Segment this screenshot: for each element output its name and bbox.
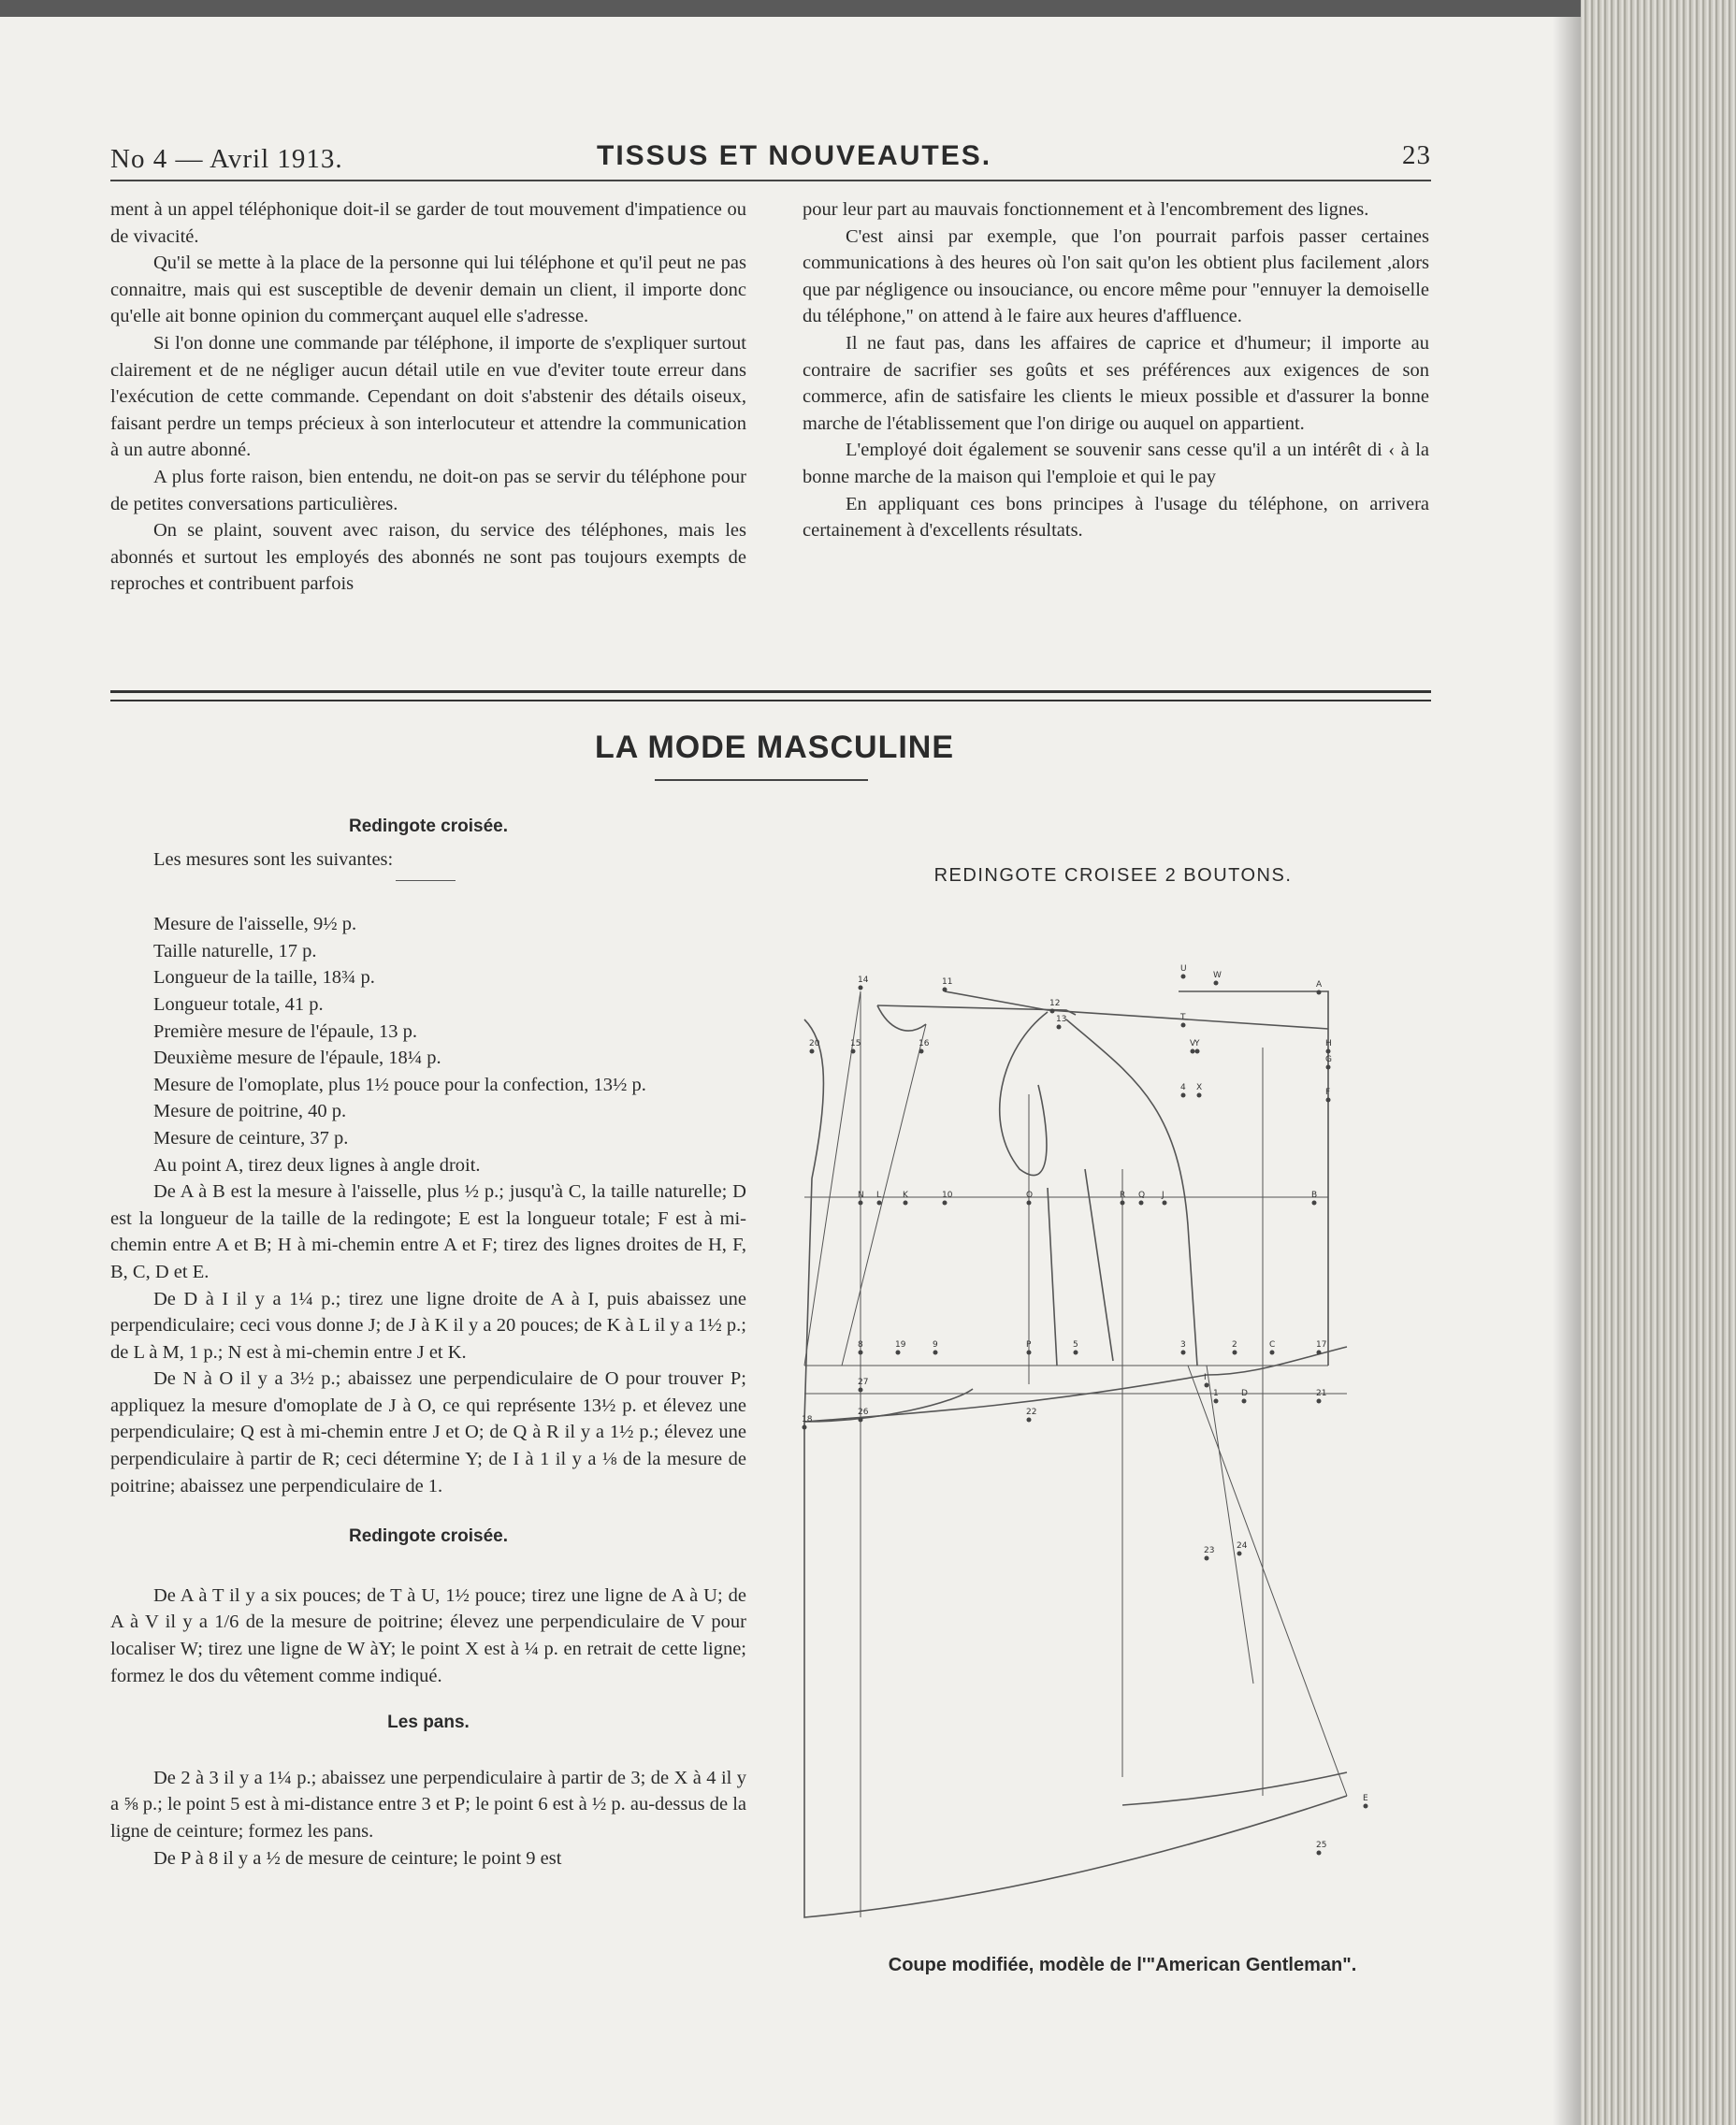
paragraph: De P à 8 il y a ½ de mesure de ceinture; le point 9 est	[153, 1847, 562, 1869]
figure-caption: Coupe modifiée, modèle de l'"American Gentleman".	[888, 1955, 1357, 1975]
diagram-point-label: H	[1325, 1039, 1332, 1048]
paragraph: A plus forte raison, bien entendu, ne doit-on pas se servir du téléphone pour de petites conversations particulières.	[110, 466, 746, 514]
diagram-point	[1205, 1556, 1209, 1561]
diagram-point-label: E	[1363, 1794, 1368, 1803]
diagram-point-label: 4	[1180, 1083, 1186, 1092]
diagram-point-label: 25	[1316, 1841, 1327, 1850]
vertical-guide	[861, 991, 1263, 1917]
diagram-point	[1181, 1093, 1186, 1098]
section-divider-bottom	[110, 700, 1431, 701]
diagram-point	[1121, 1201, 1125, 1206]
diagram-point-label: 20	[809, 1039, 820, 1048]
diagram-point	[1163, 1201, 1167, 1206]
diagram-point-label: 19	[895, 1340, 906, 1350]
diagram-point	[1214, 1399, 1219, 1404]
paragraph: Si l'on donne une commande par téléphone, il importe de s'expliquer surtout clairement et de ne négliger aucun détail utile en vue d'eviter toute erreur dans l'exécution de cette commande. Cependant on doit s'abstenir des détails oiseux, faisant perdre un temps précieux à son interlocuteur et attendre la communication à un autre abonné.	[110, 332, 746, 461]
measure-item: Mesure de poitrine, 40 p.	[153, 1101, 347, 1122]
diagram-point-label: J	[1162, 1191, 1165, 1200]
issue-date: No 4 — Avril 1913.	[110, 144, 343, 174]
diagram-point	[943, 1201, 948, 1206]
diagram-point-label: T	[1180, 1013, 1186, 1022]
paragraph: Il ne faut pas, dans les affaires de caprice et d'humeur; il importe au contraire de sacrifier ses goûts et ses préférences aux exigences de son commerce, afin de satisfaire les clients le mieux possible et d'assurer la bonne marche de l'établissement que l'on dirige ou auquel on appartient.	[803, 332, 1429, 434]
diagram-point	[1312, 1201, 1317, 1206]
diagram-point	[1326, 1049, 1331, 1054]
diagram-point	[1233, 1351, 1237, 1355]
article-column-left-bottom	[110, 804, 746, 1872]
diagram-point	[1326, 1098, 1331, 1103]
diagram-point	[859, 1351, 863, 1355]
diagram-point-label: P	[1026, 1340, 1032, 1350]
measures-list	[110, 911, 746, 1178]
diagram-point-label: 11	[942, 977, 953, 987]
hem-line	[1122, 1772, 1347, 1805]
measure-item: Taille naturelle, 17 p.	[153, 940, 317, 961]
subheading: Les pans.	[387, 1713, 470, 1733]
diagram-point-label: U	[1180, 964, 1187, 974]
diagram-point	[1242, 1399, 1247, 1404]
paragraph: De A à T il y a six pouces; de T à U, 1½ pouce; tirez une ligne de A à U; de A à V il y a 1/6 de la mesure de poitrine; élevez une perpendiculaire de V pour localiser W; tirez une ligne de W àY; le point X est à ¼ p. en retrait de cette ligne; formez le dos du vêtement comme indiqué.	[110, 1584, 746, 1686]
diagram-point	[1027, 1418, 1032, 1423]
diagram-point	[1027, 1201, 1032, 1206]
paragraph: On se plaint, souvent avec raison, du service des téléphones, mais les abonnés et surtout les employés des abonnés ne sont pas toujours exempts de reproches et contribuent parfois	[110, 520, 746, 595]
paragraph: De N à O il y a 3½ p.; abaissez une perpendiculaire de O pour trouver P; appliquez la mesure d'omoplate de J à O, ce qui représente 13½ p. et élevez une perpendiculaire; Q est à mi-chemin entre J et O; de Q à R il y a 1½ p.; élevez une perpendiculaire à partir de R; ceci détermine Y; de I à 1 il y a ⅛ de la mesure de poitrine; abaissez une perpendiculaire de 1.	[110, 1368, 746, 1496]
diagram-point-label: Q	[1138, 1191, 1146, 1200]
paragraph: L'employé doit également se souvenir sans cesse qu'il a un intérêt di ‹ à la bonne marche de la maison qui l'emploie et qui le pay	[803, 440, 1429, 487]
measure-item: Longueur totale, 41 p.	[153, 993, 324, 1015]
diagram-point-labels	[802, 964, 1368, 1856]
page-number: 23	[1402, 140, 1431, 170]
measures-intro: Les mesures sont les suivantes:	[153, 848, 394, 870]
paragraph: pour leur part au mauvais fonctionnement et à l'encombrement des lignes.	[803, 199, 1369, 220]
diagram-point	[1191, 1049, 1195, 1054]
diagram-point-label: 22	[1026, 1408, 1037, 1417]
diagram-point-label: I	[1204, 1373, 1207, 1382]
dart-line	[1048, 1169, 1113, 1366]
diagram-point	[1139, 1201, 1144, 1206]
diagram-point-label: 24	[1237, 1541, 1248, 1551]
diagram-point-label: 12	[1049, 999, 1061, 1008]
diagram-point-label: 2	[1232, 1340, 1237, 1350]
diagram-point-label: O	[1026, 1191, 1034, 1200]
diagram-point-label: N	[858, 1191, 864, 1200]
diagram-point-label: 14	[858, 976, 869, 985]
diagram-point	[859, 1388, 863, 1393]
measure-item: Deuxième mesure de l'épaule, 18¼ p.	[153, 1048, 441, 1069]
diagram-point-label: 16	[919, 1039, 930, 1048]
diagram-point	[1364, 1804, 1368, 1809]
diagram-point-label: 9	[933, 1340, 938, 1350]
book-binding-shadow	[1553, 17, 1581, 2125]
diagram-point-label: F	[1325, 1088, 1331, 1097]
figure-title: REDINGOTE CROISEE 2 BOUTONS.	[933, 865, 1293, 886]
diagram-point	[904, 1201, 908, 1206]
diagram-point	[1317, 1399, 1322, 1404]
paragraph: De D à I il y a 1¼ p.; tirez une ligne droite de A à I, puis abaissez une perpendiculaire; ceci vous donne J; de J à K il y a 20 pouces; de K à L il y a 1½ p.; de L à M, 1 p.; N est à mi-chemin entre J et K.	[110, 1288, 746, 1363]
short-rule	[396, 880, 456, 881]
diagram-point-label: 21	[1316, 1389, 1327, 1398]
instructions-part-3	[110, 1765, 746, 1872]
diagram-point-label: B	[1311, 1191, 1318, 1200]
diagram-point	[859, 1418, 863, 1423]
diagram-point	[1317, 1351, 1322, 1355]
measure-item: Au point A, tirez deux lignes à angle droit.	[153, 1154, 481, 1176]
paragraph: C'est ainsi par exemple, que l'on pourrait parfois passer certaines communications à des heures où l'on sait qu'on les obtient plus facilement ,alors que par négligence ou insouciance, ou encore même pour "ennuyer la demoiselle du téléphone," on attend à le faire aux heures d'affluence.	[803, 225, 1429, 327]
header-rule	[110, 180, 1431, 181]
back-seam	[1066, 1019, 1197, 1366]
diagram-point	[1181, 1351, 1186, 1355]
pattern-outline	[804, 1019, 1347, 1917]
diagram-point	[803, 1425, 807, 1430]
diagram-point-label: L	[876, 1191, 882, 1200]
diagram-point-label: 10	[942, 1191, 953, 1200]
diagram-point-label: 27	[858, 1378, 869, 1387]
diagram-point-label: 8	[858, 1340, 863, 1350]
instructions-part-2	[110, 1583, 746, 1689]
diagram-point-label: W	[1213, 971, 1222, 980]
diagram-point	[896, 1351, 901, 1355]
diagram-point	[1214, 981, 1219, 986]
instructions-part-1	[110, 1178, 746, 1499]
diagram-point	[810, 1049, 815, 1054]
front-edge	[1179, 991, 1331, 1366]
diagram-point	[877, 1201, 882, 1206]
diagram-point	[1205, 1383, 1209, 1388]
diagram-point	[1237, 1552, 1242, 1556]
collar-line	[945, 991, 1328, 1029]
diagram-point	[1317, 1851, 1322, 1856]
page-header	[110, 140, 1431, 178]
diagram-point	[1181, 1023, 1186, 1028]
book-page-edges	[1581, 0, 1736, 2125]
section-title: LA MODE MASCULINE	[594, 730, 955, 765]
diagram-point-label: 26	[858, 1408, 869, 1417]
diagram-point	[1317, 990, 1322, 995]
paragraph: De 2 à 3 il y a 1¼ p.; abaissez une perpendiculaire à partir de 3; de X à 4 il y a ⅝ p.; le point 5 est à mi-distance entre 3 et P; le point 6 est à ½ p. au-dessus de la ligne de ceinture; formez les pans.	[110, 1767, 746, 1842]
diagram-point-label: D	[1241, 1389, 1248, 1398]
neck-curve	[877, 1005, 926, 1031]
pattern-diagram	[767, 935, 1440, 1945]
diagram-point-label: 13	[1056, 1015, 1067, 1024]
diagram-point-label: A	[1316, 980, 1323, 990]
diagram-point-label: 5	[1073, 1340, 1078, 1350]
diagram-point	[859, 986, 863, 990]
diagram-point-label: 17	[1316, 1340, 1327, 1350]
diagram-point	[1074, 1351, 1078, 1355]
subheading: Redingote croisée.	[349, 817, 508, 836]
diagram-point-label: K	[903, 1191, 908, 1200]
diagram-point	[859, 1201, 863, 1206]
section-title-rule	[655, 779, 868, 781]
diagram-point	[1057, 1025, 1062, 1030]
article-column-left-top	[110, 196, 746, 598]
diagram-point-label: Y	[1194, 1039, 1200, 1048]
diagram-point	[943, 988, 948, 992]
diagram-point-label: C	[1269, 1340, 1276, 1350]
subheading: Redingote croisée.	[349, 1526, 508, 1547]
diagram-point-label: 3	[1180, 1340, 1186, 1350]
diagram-point	[851, 1049, 856, 1054]
diagram-point	[1326, 1065, 1331, 1070]
paragraph: Qu'il se mette à la place de la personne qui lui téléphone et qu'il peut ne pas connaitre, mais qui est susceptible de devenir demain un client, il importe donc qu'elle ait bonne opinion du commerçant auquel elle s'adresse.	[110, 253, 746, 327]
armhole-curve	[1000, 1012, 1048, 1176]
diagram-point	[1027, 1351, 1032, 1355]
diagram-point-label: G	[1325, 1055, 1332, 1064]
measure-item: Mesure de ceinture, 37 p.	[153, 1127, 349, 1149]
diagram-point	[919, 1049, 924, 1054]
measure-item: Première mesure de l'épaule, 13 p.	[153, 1020, 418, 1042]
diagram-point	[1197, 1093, 1202, 1098]
diagram-point-label: 1	[1213, 1389, 1219, 1398]
diagram-point	[1270, 1351, 1275, 1355]
diagram-point	[933, 1351, 938, 1355]
section-divider-top	[110, 690, 1431, 693]
diagram-point-label: V	[1190, 1039, 1196, 1048]
measure-item: Mesure de l'aisselle, 9½ p.	[153, 914, 357, 935]
journal-title: TISSUS ET NOUVEAUTES.	[597, 140, 992, 171]
measure-item: Longueur de la taille, 18¾ p.	[153, 967, 375, 989]
paragraph: ment à un appel téléphonique doit-il se garder de tout mouvement d'impatience ou de vivacité.	[110, 199, 746, 247]
diagram-point-label: 15	[850, 1039, 861, 1048]
diagram-point	[1050, 1009, 1055, 1014]
article-column-right-top	[803, 196, 1429, 544]
paragraph: En appliquant ces bons principes à l'usage du téléphone, on arrivera certainement à d'excellents résultats.	[803, 493, 1429, 542]
skirt-curve	[804, 1347, 1347, 1422]
diagram-point-label: R	[1120, 1191, 1126, 1200]
measure-item: Mesure de l'omoplate, plus 1½ pouce pour la confection, 13½ p.	[153, 1074, 646, 1095]
diagram-point-label: 23	[1204, 1546, 1215, 1555]
diagram-point-label: X	[1196, 1083, 1203, 1092]
diagram-point-label: 18	[802, 1415, 813, 1424]
paragraph: De A à B est la mesure à l'aisselle, plus ½ p.; jusqu'à C, la taille naturelle; D est la longueur de la taille de la redingote; E est la longueur totale; F est à mi-chemin entre A et B; H à mi-chemin entre A et F; tirez des lignes droites de H, F, B, C, D et E.	[110, 1181, 746, 1282]
diagram-point	[1181, 975, 1186, 979]
diagram-point	[1195, 1049, 1200, 1054]
